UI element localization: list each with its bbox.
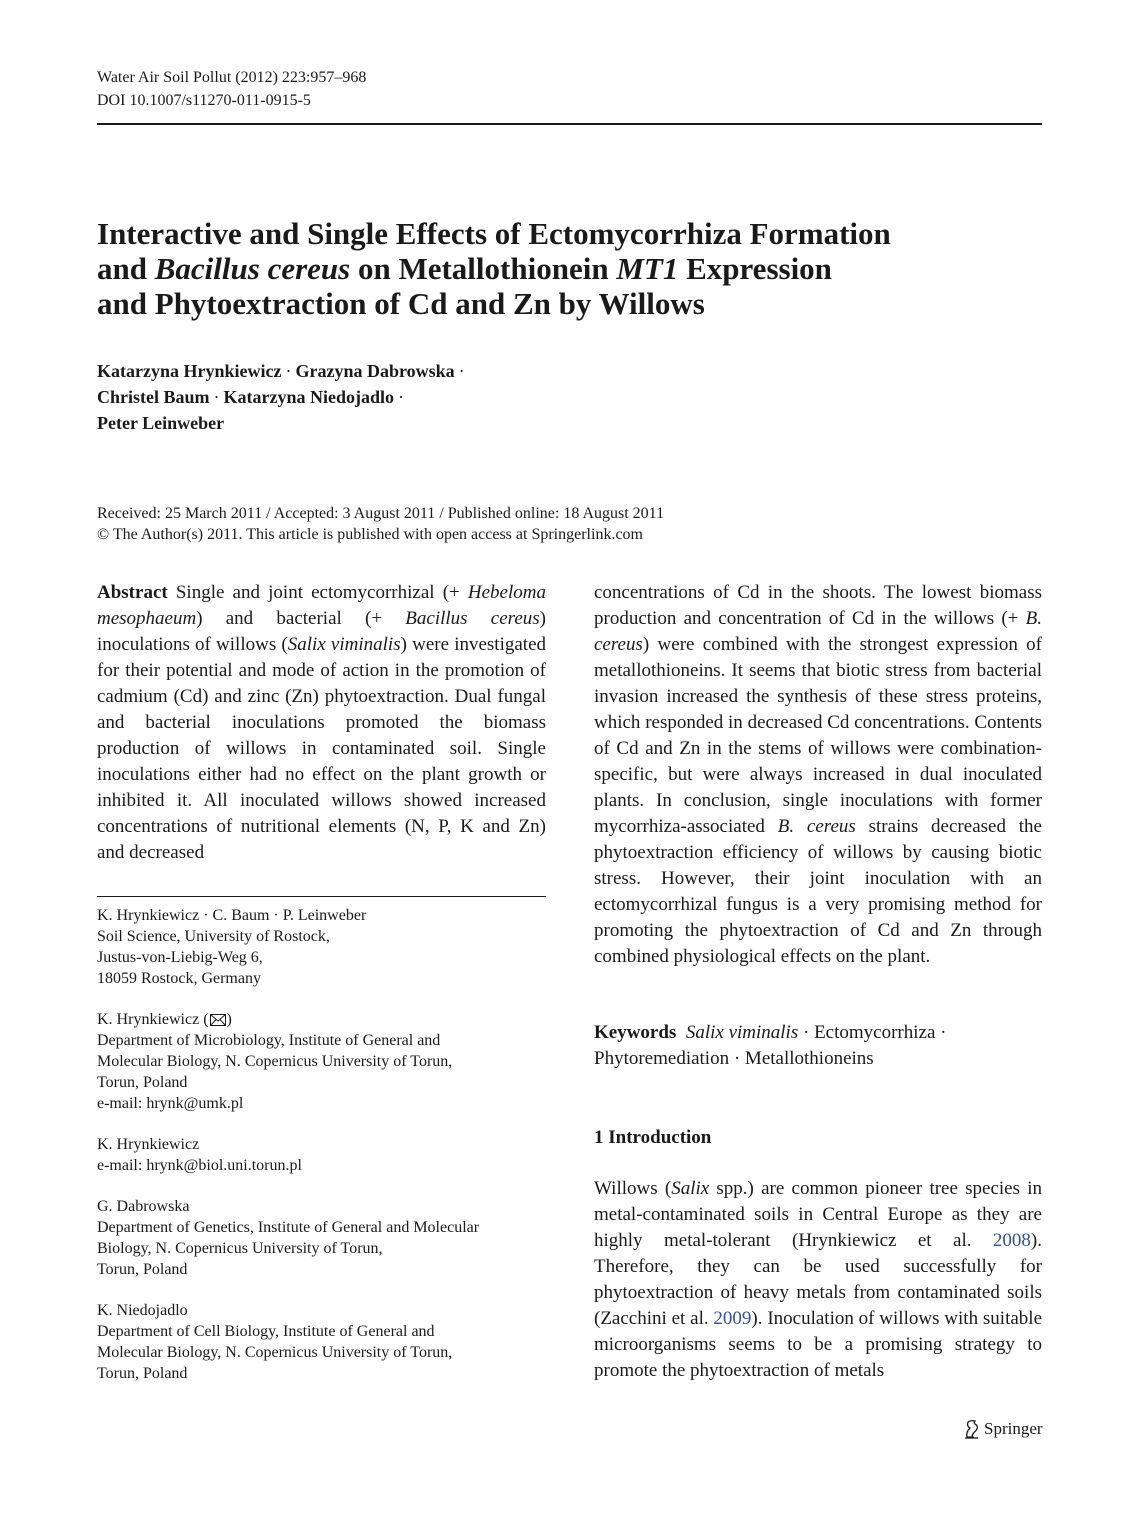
author-list xyxy=(97,358,469,436)
title-line-2-part: on Metallothionein xyxy=(350,251,617,286)
affiliation-authors: K. Hrynkiewicz ( ) xyxy=(97,1011,232,1028)
affiliations xyxy=(97,905,546,1404)
affiliation-block: K. Niedojadlo Department of Cell Biology, Institute of General and Molecular Biology, N. Copernicus University of Torun, Torun, Poland xyxy=(97,1300,546,1384)
affiliation-authors: K. Hrynkiewicz · C. Baum · P. Leinweber xyxy=(97,907,367,924)
title-line-3: and Phytoextraction of Cd and Zn by Willows xyxy=(97,286,705,321)
author-separator: · xyxy=(398,387,404,407)
keyword-separator: · xyxy=(940,1022,947,1043)
journal-citation: Water Air Soil Pollut (2012) 223:957–968 xyxy=(97,69,367,86)
author-separator: · xyxy=(213,387,220,407)
affiliation-block: K. Hrynkiewicz · C. Baum · P. Leinweber Soil Science, University of Rostock, Justus-von-Liebig-Weg 6, 18059 Rostock, Germany xyxy=(97,905,546,989)
date-separator: / xyxy=(435,505,448,522)
date-separator: / xyxy=(262,505,274,522)
keyword: Phytoremediation xyxy=(594,1048,730,1069)
author: Katarzyna Hrynkiewicz xyxy=(97,361,282,381)
affiliation-authors: K. Hrynkiewicz xyxy=(97,1136,200,1153)
introduction-paragraph: Willows (Salix spp.) are common pioneer tree species in metal-contaminated soils in Central Europe as they are highly metal-tolerant (Hrynkiewicz et al. 2008). Therefore, they can be used successfully for phytoextraction of heavy metals from contaminated soils (Zacchini et al. 2009). Inoculation of willows with suitable microorganisms seems to be a promising strategy to promote the phytoextraction of metals xyxy=(594,1178,1043,1381)
title-line-2-part: Expression xyxy=(678,251,832,286)
keyword: Salix viminalis xyxy=(685,1022,799,1043)
affiliation-block xyxy=(97,1134,546,1176)
publisher-name: Springer xyxy=(984,1419,1043,1438)
copyright-notice: © The Author(s) 2011. This article is published with open access at Springerlink.com xyxy=(97,526,643,543)
affiliation-authors: G. Dabrowska xyxy=(97,1198,190,1215)
author-separator: · xyxy=(285,361,292,381)
keyword: Ectomycorrhiza xyxy=(814,1022,936,1043)
author-separator: · xyxy=(458,361,465,381)
footnote-rule xyxy=(97,896,546,897)
citation-link[interactable]: 2008 xyxy=(992,1230,1031,1251)
keyword-separator: · xyxy=(802,1022,810,1043)
accepted-date: Accepted: 3 August 2011 xyxy=(273,505,436,522)
abstract-label: Abstract xyxy=(97,582,168,603)
publisher-logo xyxy=(963,1417,1043,1441)
published-date: Published online: 18 August 2011 xyxy=(447,505,665,522)
author: Peter Leinweber xyxy=(97,413,225,433)
title-gene-name: MT1 xyxy=(616,251,679,286)
email-link[interactable]: e-mail: hrynk@umk.pl xyxy=(97,1095,244,1112)
title-species-name: Bacillus cereus xyxy=(154,251,351,286)
author: Katarzyna Niedojadlo xyxy=(223,387,394,407)
envelope-icon xyxy=(210,1014,226,1026)
affiliation-block: G. Dabrowska Department of Genetics, Institute of General and Molecular Biology, N. Copernicus University of Torun, Torun, Poland xyxy=(97,1196,546,1280)
citation-link[interactable]: 2009 xyxy=(713,1308,752,1329)
header-rule xyxy=(97,123,1042,125)
springer-horse-icon xyxy=(963,1419,981,1439)
doi: DOI 10.1007/s11270-011-0915-5 xyxy=(97,92,311,109)
keyword-separator: · xyxy=(733,1048,741,1069)
abstract-paragraph: Abstract Single and joint ectomycorrhizal (+ Hebeloma mesophaeum) and bacterial (+ Bacillus cereus) inoculations of willows (Salix viminalis) were investigated for their potential and mode of action in the promotion of cadmium (Cd) and zinc (Zn) phytoextraction. Dual fungal and bacterial inoculations promoted the biomass production of willows in contaminated soil. Single inoculations either had no effect on the plant growth or inhibited it. All inoculated willows showed increased concentrations of nutritional elements (N, P, K and Zn) and decreased xyxy=(97,582,547,863)
author: Grazyna Dabrowska xyxy=(295,361,455,381)
journal-header xyxy=(97,66,366,112)
abstract-continuation: concentrations of Cd in the shoots. The lowest biomass production and concentration of Cd in the willows (+ B. cereus) were combined with the strongest expression of metallothioneins. It seems that biotic stress from bacterial invasion increased the synthesis of these stress proteins, which responded in decreased Cd concentrations. Contents of Cd and Zn in the stems of willows were combination-specific, but were always increased in dual inoculated plants. In conclusion, single inoculations with former mycorrhiza-associated B. cereus strains decreased the phytoextraction efficiency of willows by causing biotic stress. However, their joint inoculation with an ectomycorrhizal fungus is a very promising method for promoting the phytoextraction of Cd and Zn through combined physiological effects on the plant. xyxy=(594,582,1042,967)
publication-dates xyxy=(97,503,664,545)
received-date: Received: 25 March 2011 xyxy=(97,505,263,522)
email-link[interactable]: e-mail: hrynk@biol.uni.torun.pl xyxy=(97,1157,302,1174)
author: Christel Baum xyxy=(97,387,210,407)
title-line-2-part: and xyxy=(97,251,155,286)
section-heading: 1 Introduction xyxy=(594,1127,712,1148)
keyword: Metallothioneins xyxy=(744,1048,874,1069)
keywords-label: Keywords xyxy=(594,1022,677,1043)
affiliation-authors: K. Niedojadlo xyxy=(97,1302,188,1319)
affiliation-block: K. Hrynkiewicz ( ) Department of Microbiology, Institute of General and Molecular Biology, N. Copernicus University of Torun, Torun, Poland e-mail: hrynk@umk.pl xyxy=(97,1009,546,1114)
article-title xyxy=(97,216,1042,321)
title-line-1: Interactive and Single Effects of Ectomycorrhiza Formation xyxy=(97,216,891,251)
keywords xyxy=(594,1020,1042,1072)
